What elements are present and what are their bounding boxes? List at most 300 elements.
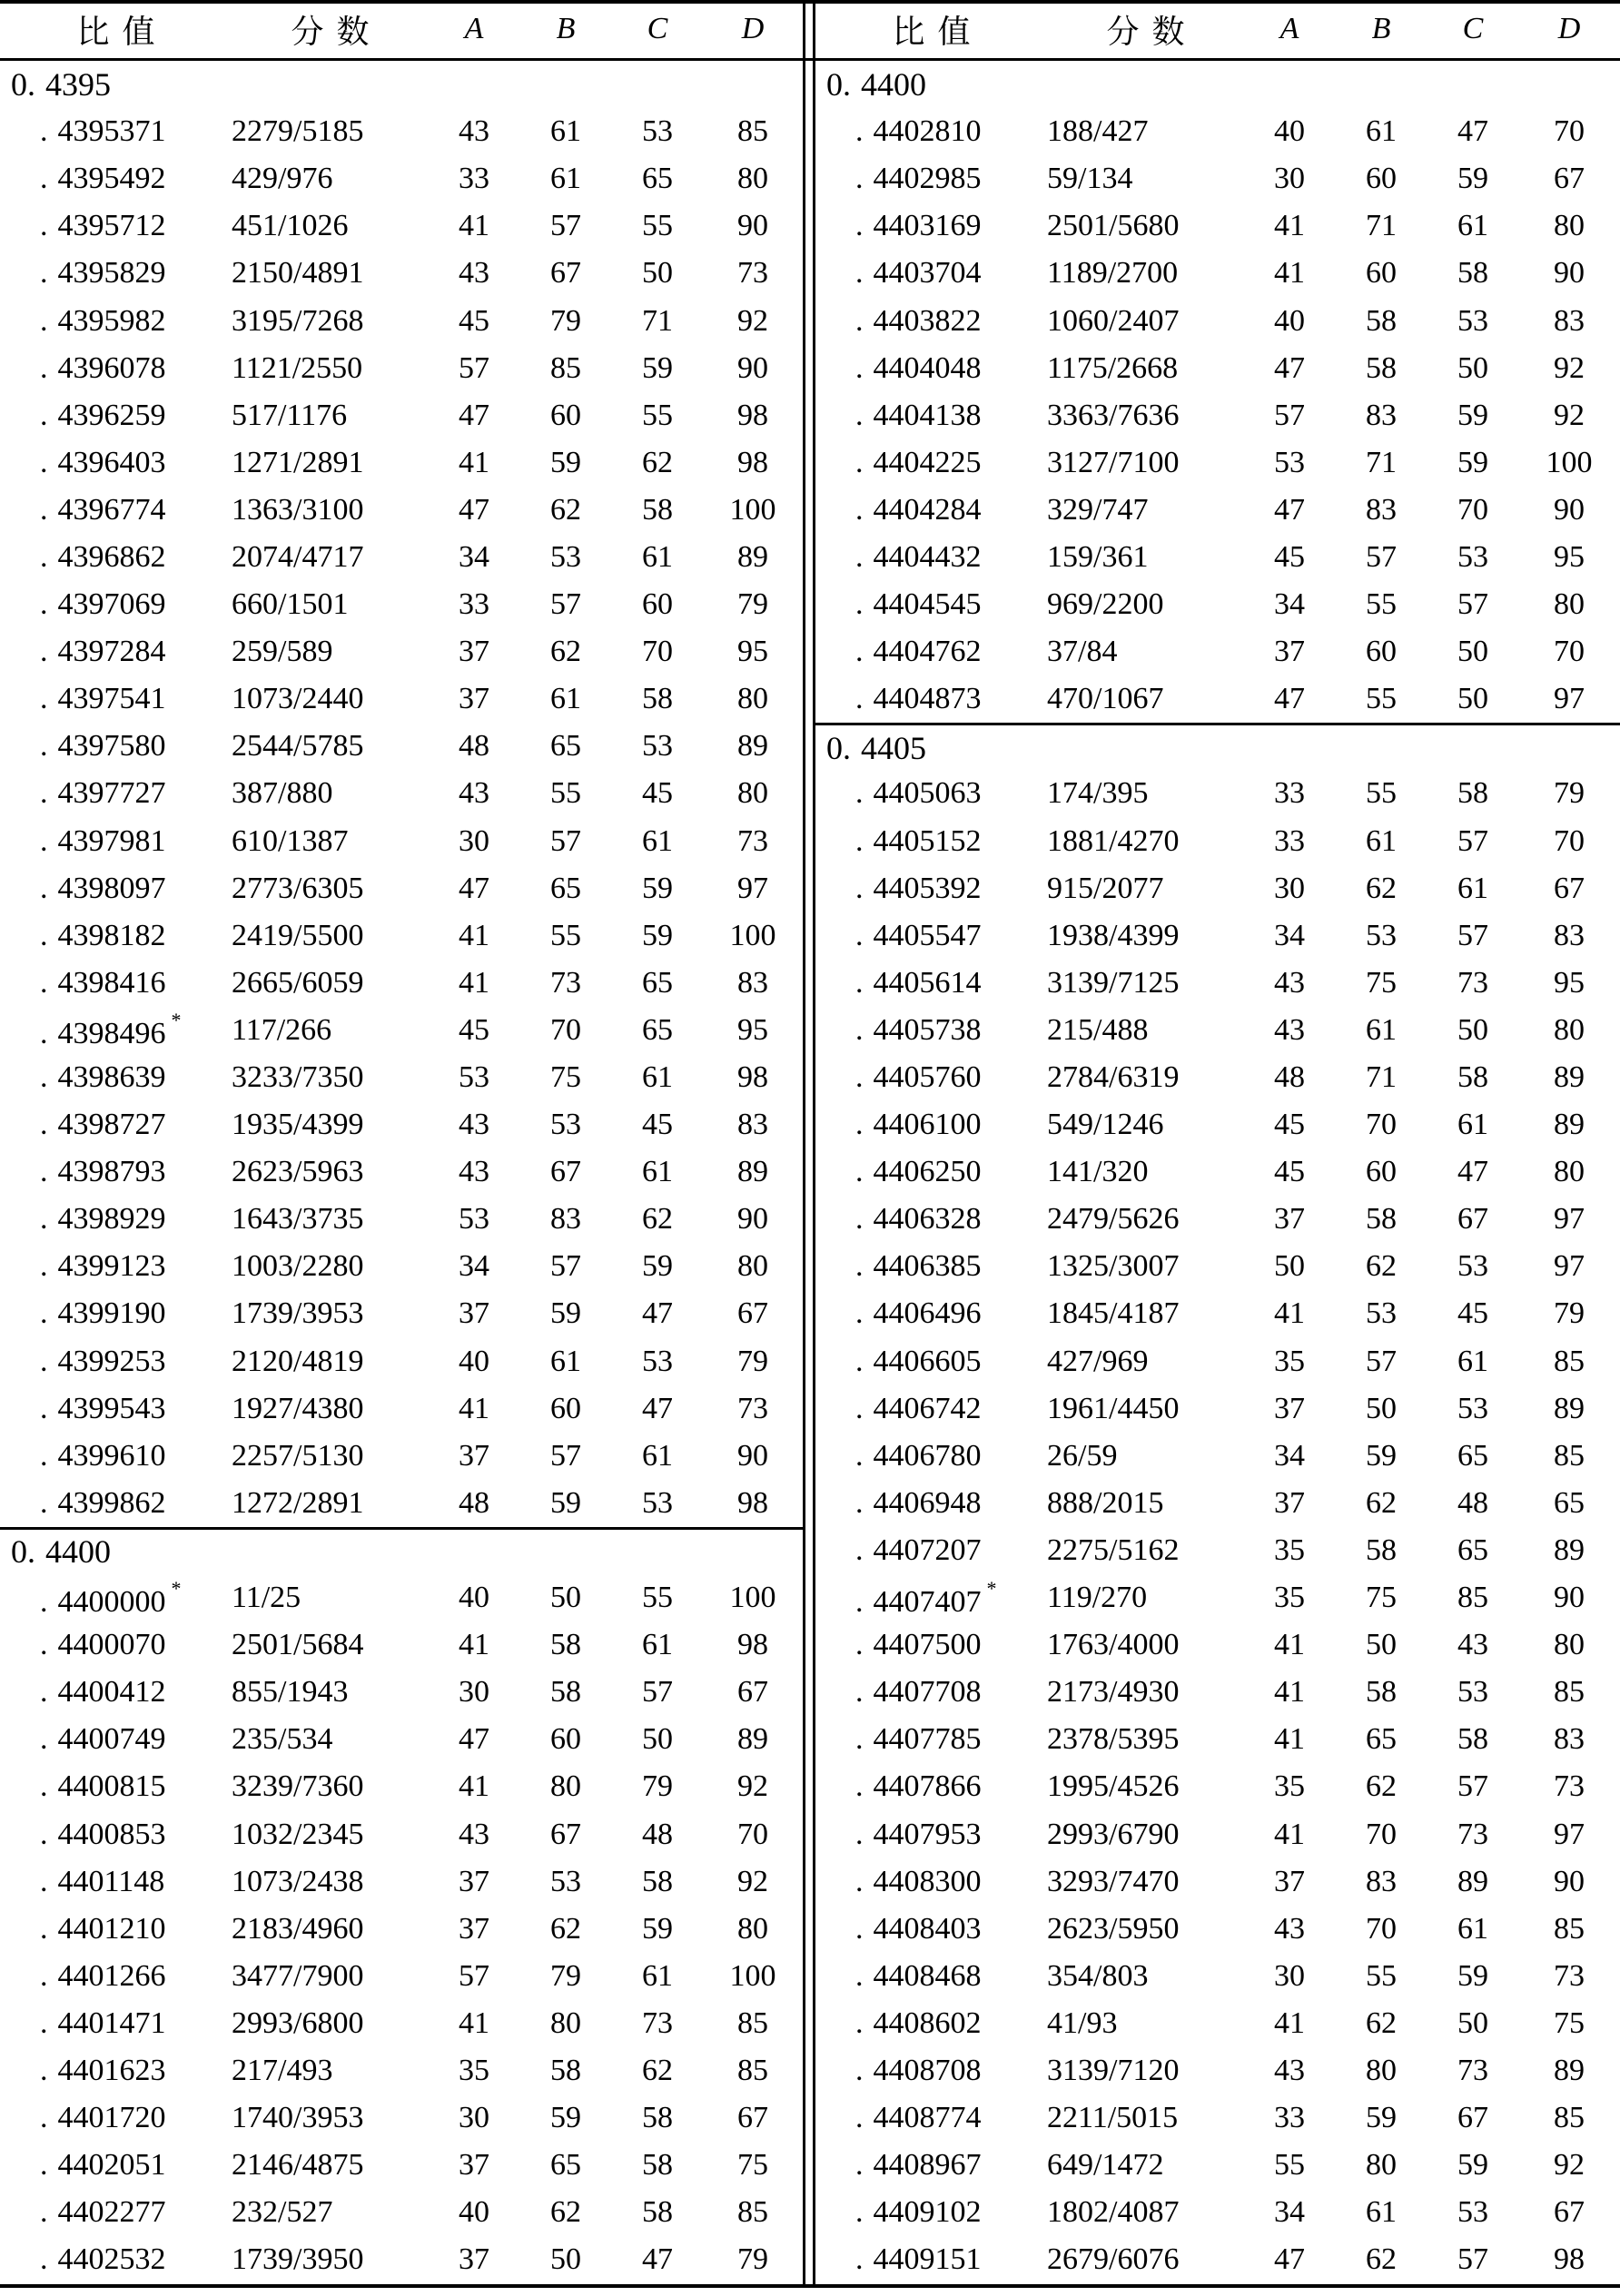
d-value-cell: 70 [737,1817,768,1851]
a-value-cell: 41 [1274,1817,1305,1851]
a-value-cell: 34 [459,539,489,574]
ratio-cell: . 4404762 [855,635,982,669]
fraction-cell: 3239/7360 [232,1769,364,1804]
d-value-cell: 83 [737,1108,768,1142]
d-value-cell: 90 [1554,1581,1585,1615]
a-value-cell: 37 [1274,1485,1305,1520]
fraction-cell: 1845/4187 [1047,1296,1180,1331]
b-value-cell: 58 [550,1675,581,1710]
b-value-cell: 59 [550,1296,581,1331]
ratio-cell: . 4401623 [40,2053,166,2087]
a-value-cell: 43 [459,1155,489,1189]
fraction-cell: 217/493 [232,2053,333,2087]
c-value-cell: 58 [642,492,673,527]
ratio-cell: . 4397541 [40,682,166,716]
a-value-cell: 34 [459,1249,489,1284]
c-value-cell: 61 [1457,871,1488,905]
decimal-point: . [40,1391,48,1425]
b-value-cell: 80 [1366,2053,1397,2087]
ratio-cell: . 4395829 [40,256,166,291]
decimal-point: . [855,587,864,622]
d-value-cell: 100 [729,492,776,527]
table-row [815,1858,1620,1906]
right-table [815,0,1620,2277]
c-value-cell: 57 [1457,2242,1488,2277]
d-value-cell: 75 [737,2148,768,2183]
d-value-cell: 85 [1554,1675,1585,1710]
c-value-cell: 73 [1457,1817,1488,1851]
a-value-cell: 41 [1274,1628,1305,1662]
fraction-cell: 1325/3007 [1047,1249,1180,1284]
ratio-cell: . 4397069 [40,587,166,622]
ratio-cell: . 4401148 [40,1864,165,1898]
b-value-cell: 55 [1366,587,1397,622]
fraction-cell: 610/1387 [232,823,349,858]
a-value-cell: 47 [1274,2242,1305,2277]
table-row [815,345,1620,392]
d-value-cell: 80 [737,1911,768,1946]
d-value-cell: 95 [1554,965,1585,1000]
decimal-point: . [40,1584,48,1619]
fraction-cell: 1802/4087 [1047,2195,1180,2230]
b-value-cell: 59 [1366,2101,1397,2135]
b-value-cell: 60 [550,1722,581,1757]
a-value-cell: 40 [1274,114,1305,149]
d-value-cell: 80 [1554,1628,1585,1662]
table-row [815,1290,1620,1337]
decimal-point: . [40,114,48,149]
b-value-cell: 53 [1366,1296,1397,1331]
b-value-cell: 57 [550,587,581,622]
d-value-cell: 73 [1554,1769,1585,1804]
b-value-cell: 59 [1366,1438,1397,1473]
fraction-cell: 3139/7125 [1047,965,1180,1000]
a-value-cell: 37 [459,1911,489,1946]
a-value-cell: 40 [459,1581,489,1615]
table-row [0,865,803,912]
d-value-cell: 90 [737,209,768,243]
a-value-cell: 57 [1274,398,1305,432]
d-value-cell: 97 [737,871,768,905]
b-value-cell: 59 [550,445,581,479]
c-value-cell: 53 [642,729,673,764]
ratio-cell: . 4407207 [855,1532,982,1567]
b-value-cell: 85 [550,350,581,385]
table-row [815,628,1620,675]
right-table-rows [815,61,1620,2283]
a-value-cell: 41 [1274,209,1305,243]
asterisk-marker: * [986,1576,997,1600]
asterisk-marker: * [171,1576,182,1600]
ratio-cell: . 4396774 [40,492,166,527]
d-value-cell: 83 [737,965,768,1000]
fraction-cell: 1961/4450 [1047,1391,1180,1425]
b-value-cell: 71 [1366,209,1397,243]
b-value-cell: 58 [550,1628,581,1662]
table-row [0,1054,803,1101]
b-value-cell: 83 [1366,1864,1397,1898]
c-value-cell: 58 [642,2148,673,2183]
ratio-cell: . 4406250 [855,1155,982,1189]
c-value-cell: 59 [1457,1958,1488,1993]
d-value-cell: 73 [737,1391,768,1425]
decimal-point: . [40,1817,48,1851]
table-row [815,534,1620,581]
b-value-cell: 50 [1366,1391,1397,1425]
decimal-point: . [855,1864,864,1898]
d-value-cell: 90 [737,350,768,385]
b-value-cell: 70 [1366,1911,1397,1946]
fraction-cell: 1938/4399 [1047,918,1180,952]
d-value-cell: 95 [737,1012,768,1047]
section-title: 0. 4400 [11,1533,111,1571]
decimal-point: . [855,303,864,338]
table-row [815,1385,1620,1433]
table-row [0,1007,803,1054]
decimal-point: . [40,398,48,432]
table-row [815,487,1620,534]
d-value-cell: 80 [1554,1155,1585,1189]
a-value-cell: 55 [1274,2148,1305,2183]
ratio-cell: . 4400000 * [40,1576,182,1619]
c-value-cell: 58 [1457,776,1488,811]
c-value-cell: 61 [642,1628,673,1662]
decimal-point: . [855,1532,864,1567]
left-table-rows [0,61,803,2283]
table-row [0,770,803,817]
d-value-cell: 83 [1554,1722,1585,1757]
ratio-cell: . 4399862 [40,1485,166,1520]
a-value-cell: 48 [459,729,489,764]
fraction-cell: 2993/6800 [232,2005,364,2040]
fraction-cell: 855/1943 [232,1675,349,1710]
c-value-cell: 48 [642,1817,673,1851]
table-row [0,2000,803,2047]
d-value-cell: 85 [1554,1438,1585,1473]
a-value-cell: 41 [1274,2005,1305,2040]
a-value-cell: 35 [459,2053,489,2087]
ratio-cell: . 4406385 [855,1249,982,1284]
ratio-cell: . 4400853 [40,1817,166,1851]
d-value-cell: 90 [737,1438,768,1473]
fraction-cell: 3293/7470 [1047,1864,1180,1898]
c-value-cell: 53 [1457,1249,1488,1284]
decimal-point: . [40,1911,48,1946]
b-value-cell: 70 [1366,1108,1397,1142]
decimal-point: . [40,2242,48,2277]
c-value-cell: 55 [642,209,673,243]
a-value-cell: 45 [459,1012,489,1047]
decimal-point: . [40,729,48,764]
fraction-cell: 3139/7120 [1047,2053,1180,2087]
table-row [815,2142,1620,2189]
ratio-cell: . 4409102 [855,2195,982,2230]
d-value-cell: 79 [737,587,768,622]
c-value-cell: 70 [642,635,673,669]
a-value-cell: 45 [1274,539,1305,574]
b-value-cell: 60 [1366,1155,1397,1189]
c-value-cell: 53 [642,1344,673,1378]
fraction-cell: 1073/2438 [232,1864,364,1898]
decimal-point: . [40,162,48,196]
decimal-point: . [855,1012,864,1047]
ratio-cell: . 4402985 [855,162,982,196]
table-row [0,534,803,581]
decimal-point: . [855,1155,864,1189]
table-row [0,297,803,344]
fraction-cell: 3477/7900 [232,1958,364,1993]
section-header-row [815,723,1620,770]
decimal-point: . [40,1769,48,1804]
c-value-cell: 61 [642,1438,673,1473]
b-value-cell: 71 [1366,1060,1397,1095]
b-value-cell: 70 [550,1012,581,1047]
decimal-point: . [855,2148,864,2183]
ratio-cell: . 4397727 [40,776,166,811]
decimal-point: . [40,492,48,527]
b-value-cell: 58 [1366,1532,1397,1567]
decimal-point: . [40,871,48,905]
a-value-cell: 30 [459,823,489,858]
ratio-cell: . 4407500 [855,1628,982,1662]
fraction-column-header: 分数 [291,13,382,50]
d-value-cell: 67 [1554,871,1585,905]
b-value-cell: 57 [550,209,581,243]
a-value-cell: 43 [1274,965,1305,1000]
d-value-cell: 92 [1554,2148,1585,2183]
b-value-cell: 61 [1366,1012,1397,1047]
a-value-cell: 37 [459,1438,489,1473]
table-row [0,912,803,960]
b-value-cell: 57 [1366,1344,1397,1378]
d-value-cell: 65 [1554,1485,1585,1520]
ratio-cell: . 4405760 [855,1060,982,1095]
decimal-point: 0. [826,66,851,103]
ratio-column-header: 比值 [892,13,983,50]
column-d-header: D [1557,12,1581,45]
d-value-cell: 100 [729,1581,776,1615]
decimal-point: . [855,635,864,669]
decimal-point: . [855,1675,864,1710]
ratio-cell: . 4406780 [855,1438,982,1473]
d-value-cell: 75 [1554,2005,1585,2040]
a-value-cell: 35 [1274,1581,1305,1615]
table-row [0,487,803,534]
d-value-cell: 83 [1554,918,1585,952]
ratio-cell: . 4405614 [855,965,982,1000]
c-value-cell: 45 [642,1108,673,1142]
ratio-cell: . 4398639 [40,1060,166,1095]
table-row [815,202,1620,250]
ratio-cell: . 4409151 [855,2242,982,2277]
table-row [0,250,803,297]
d-value-cell: 90 [1554,1864,1585,1898]
decimal-point: . [40,587,48,622]
b-value-cell: 62 [1366,1769,1397,1804]
fraction-cell: 2501/5680 [1047,209,1180,243]
a-value-cell: 35 [1274,1532,1305,1567]
a-value-cell: 43 [459,776,489,811]
ratio-cell: . 4405547 [855,918,982,952]
b-value-cell: 60 [1366,162,1397,196]
section-title: 0. 4400 [826,66,926,103]
fraction-cell: 1121/2550 [232,350,363,385]
ratio-cell: . 4404432 [855,539,982,574]
b-value-cell: 50 [1366,1628,1397,1662]
b-value-cell: 70 [1366,1817,1397,1851]
a-value-cell: 47 [1274,492,1305,527]
c-value-cell: 61 [1457,209,1488,243]
a-value-cell: 30 [1274,1958,1305,1993]
d-value-cell: 89 [1554,1391,1585,1425]
ratio-cell: . 4399543 [40,1391,166,1425]
a-value-cell: 40 [459,2195,489,2230]
a-value-cell: 43 [1274,1012,1305,1047]
decimal-point: . [855,114,864,149]
a-value-cell: 57 [459,350,489,385]
c-value-cell: 57 [1457,1769,1488,1804]
a-value-cell: 37 [459,1296,489,1331]
ratio-cell: . 4400749 [40,1722,166,1757]
a-value-cell: 34 [1274,918,1305,952]
b-value-cell: 57 [550,1249,581,1284]
fraction-cell: 3195/7268 [232,303,364,338]
fraction-cell: 1060/2407 [1047,303,1180,338]
decimal-point: . [855,1584,864,1619]
ratio-cell: . 4398416 [40,965,166,1000]
decimal-point: . [40,1249,48,1284]
d-value-cell: 80 [737,162,768,196]
ratio-cell: . 4400815 [40,1769,166,1804]
c-value-cell: 70 [1457,492,1488,527]
d-value-cell: 100 [729,1958,776,1993]
d-value-cell: 98 [737,445,768,479]
fraction-cell: 2211/5015 [1047,2101,1179,2135]
ratio-cell: . 4398496 * [40,1009,182,1051]
b-value-cell: 71 [1366,445,1397,479]
a-value-cell: 37 [459,682,489,716]
b-value-cell: 75 [550,1060,581,1095]
decimal-point: . [855,871,864,905]
table-row [815,250,1620,297]
a-value-cell: 35 [1274,1344,1305,1378]
ratio-cell: . 4408708 [855,2053,982,2087]
d-value-cell: 85 [737,2053,768,2087]
table-row [815,1054,1620,1101]
d-value-cell: 89 [737,1155,768,1189]
table-row [0,1763,803,1810]
fraction-cell: 1003/2280 [232,1249,364,1284]
table-row [815,2047,1620,2094]
b-value-cell: 57 [1366,539,1397,574]
c-value-cell: 48 [1457,1485,1488,1520]
c-value-cell: 59 [1457,2148,1488,2183]
ratio-cell: . 4401210 [40,1911,166,1946]
a-value-cell: 41 [1274,256,1305,291]
c-value-cell: 57 [1457,918,1488,952]
d-value-cell: 90 [737,1202,768,1237]
fraction-cell: 915/2077 [1047,871,1164,905]
a-value-cell: 43 [459,256,489,291]
table-row [815,1338,1620,1385]
table-row [815,2189,1620,2236]
b-value-cell: 58 [550,2053,581,2087]
table-row [815,675,1620,723]
table-row [0,345,803,392]
ratio-cell: . 4400412 [40,1675,166,1710]
c-value-cell: 61 [642,1155,673,1189]
fraction-cell: 159/361 [1047,539,1149,574]
d-value-cell: 92 [737,303,768,338]
b-value-cell: 50 [550,2242,581,2277]
d-value-cell: 98 [1554,2242,1585,2277]
ratio-cell: . 4402532 [40,2242,166,2277]
b-value-cell: 83 [550,1202,581,1237]
decimal-point: 0. [11,1533,35,1571]
b-value-cell: 57 [550,1438,581,1473]
d-value-cell: 89 [1554,1532,1585,1567]
ratio-cell: . 4395492 [40,162,166,196]
table-row [0,1621,803,1669]
c-value-cell: 71 [642,303,673,338]
decimal-point: . [855,1817,864,1851]
b-value-cell: 80 [1366,2148,1397,2183]
decimal-point: . [40,635,48,669]
table-row [0,439,803,487]
table-row [0,628,803,675]
decimal-point: . [40,1958,48,1993]
ratio-cell: . 4408602 [855,2005,982,2040]
b-value-cell: 61 [1366,823,1397,858]
fraction-cell: 1935/4399 [232,1108,364,1142]
decimal-point: . [40,1722,48,1757]
table-row [0,581,803,628]
b-value-cell: 53 [550,1864,581,1898]
c-value-cell: 59 [1457,162,1488,196]
fraction-cell: 2993/6790 [1047,1817,1180,1851]
fraction-cell: 1189/2700 [1047,256,1179,291]
decimal-point: 0. [11,66,35,103]
c-value-cell: 50 [1457,350,1488,385]
ratio-cell: . 4404873 [855,682,982,716]
b-value-cell: 53 [1366,918,1397,952]
table-row [815,1527,1620,1574]
decimal-point: . [855,1628,864,1662]
fraction-cell: 1363/3100 [232,492,364,527]
ratio-cell: . 4397981 [40,823,166,858]
column-a-header: A [464,12,484,45]
decimal-point: . [855,1911,864,1946]
d-value-cell: 90 [1554,492,1585,527]
a-value-cell: 47 [459,1722,489,1757]
a-value-cell: 41 [459,918,489,952]
ratio-cell: . 4407407 * [855,1576,997,1619]
c-value-cell: 57 [1457,587,1488,622]
decimal-point: . [855,2242,864,2277]
c-value-cell: 58 [1457,1722,1488,1757]
table-row [815,865,1620,912]
decimal-point: . [855,776,864,811]
column-d-header: D [741,12,765,45]
decimal-point: . [855,162,864,196]
c-value-cell: 65 [642,1012,673,1047]
table-row [815,1433,1620,1480]
section-title: 0. 4405 [826,729,926,766]
decimal-point: . [855,1485,864,1520]
decimal-point: . [855,823,864,858]
b-value-cell: 79 [550,1958,581,1993]
fraction-cell: 429/976 [232,162,333,196]
